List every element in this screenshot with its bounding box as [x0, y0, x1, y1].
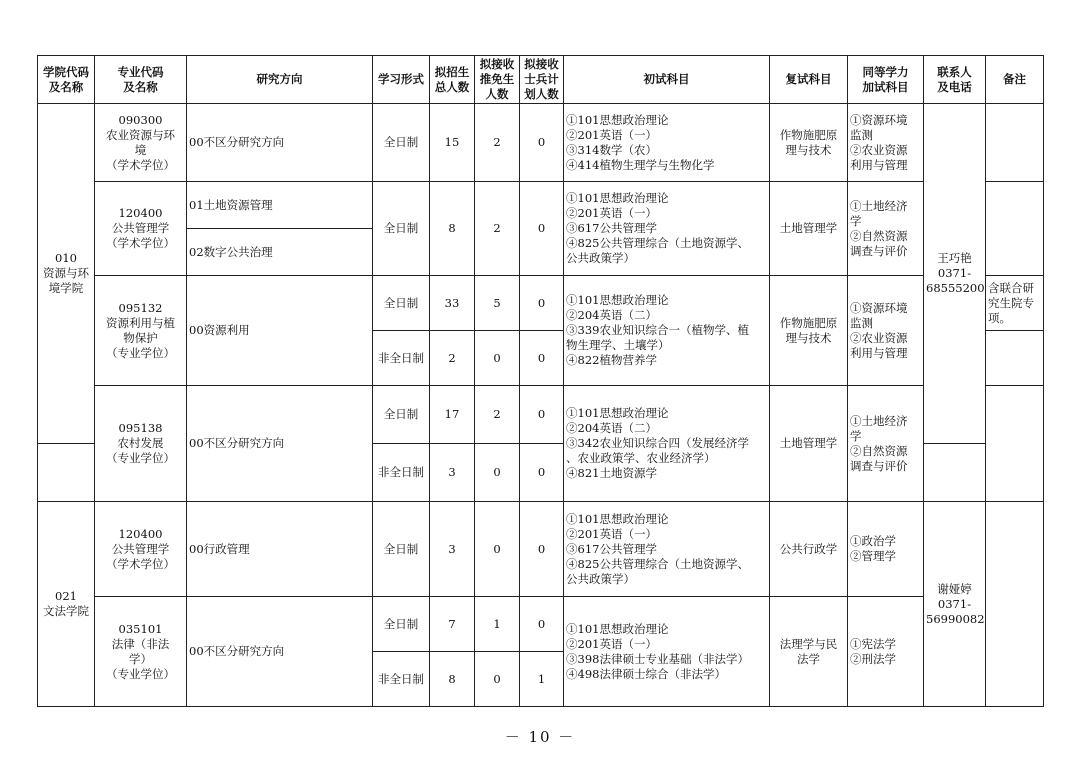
exempt-count: 0 [475, 331, 520, 386]
remark: 含联合研 究生院专 项。 [986, 276, 1044, 331]
total-count: 3 [430, 502, 475, 597]
table-row [38, 597, 1044, 652]
soldier-count: 0 [520, 502, 564, 597]
major-name: 120400 公共管理学 （学术学位） [95, 502, 187, 597]
study-mode: 非全日制 [373, 331, 430, 386]
extra-subjects: ①土地经济 学 ②自然资源 调查与评价 [848, 386, 924, 502]
college-name: 021 文法学院 [38, 502, 95, 707]
header-direction: 研究方向 [187, 56, 373, 104]
major-name: 120400 公共管理学 （学术学位） [95, 182, 187, 276]
soldier-count: 0 [520, 386, 564, 444]
extra-subjects: ①土地经济 学 ②自然资源 调查与评价 [848, 182, 924, 276]
prelim-subjects: ①101思想政治理论 ②201英语（一） ③617公共管理学 ④825公共管理综合（土地资源学、 公共政策学） [564, 502, 770, 597]
study-mode: 全日制 [373, 276, 430, 331]
research-direction: 00不区分研究方向 [187, 104, 373, 182]
table-row [38, 104, 1044, 182]
research-direction: 00不区分研究方向 [187, 597, 373, 707]
table-row [38, 182, 1044, 229]
study-mode: 非全日制 [373, 444, 430, 502]
study-mode: 全日制 [373, 502, 430, 597]
soldier-count: 0 [520, 276, 564, 331]
contact-info: 谢娅婷 0371- 56990082 [924, 502, 986, 707]
prelim-subjects: ①101思想政治理论 ②204英语（二） ③342农业知识综合四（发展经济学 、农业政策学、农业经济学） ④821土地资源学 [564, 386, 770, 502]
total-count: 8 [430, 652, 475, 707]
soldier-count: 0 [520, 331, 564, 386]
total-count: 7 [430, 597, 475, 652]
header-college: 学院代码 及名称 [38, 56, 95, 104]
retest-subject: 作物施肥原 理与技术 [770, 104, 848, 182]
retest-subject: 土地管理学 [770, 182, 848, 276]
remark [986, 386, 1044, 502]
major-name: 095138 农村发展 （专业学位） [95, 386, 187, 502]
soldier-count: 0 [520, 182, 564, 276]
header-remark: 备注 [986, 56, 1044, 104]
research-direction: 02数字公共治理 [187, 229, 373, 276]
major-name: 095132 资源利用与植 物保护 （专业学位） [95, 276, 187, 386]
exempt-count: 0 [475, 502, 520, 597]
study-mode: 全日制 [373, 597, 430, 652]
page-number: － 10 － [504, 728, 576, 746]
total-count: 8 [430, 182, 475, 276]
exempt-count: 2 [475, 104, 520, 182]
table-row [38, 386, 1044, 444]
exempt-count: 0 [475, 444, 520, 502]
prelim-subjects: ①101思想政治理论 ②201英语（一） ③398法律硕士专业基础（非法学） ④498法律硕士综合（非法学） [564, 597, 770, 707]
college-name-cont [38, 444, 95, 502]
research-direction: 01土地资源管理 [187, 182, 373, 229]
remark [986, 104, 1044, 182]
extra-subjects: ①政治学 ②管理学 [848, 502, 924, 597]
total-count: 33 [430, 276, 475, 331]
remark [986, 182, 1044, 276]
header-mode: 学习形式 [373, 56, 430, 104]
total-count: 15 [430, 104, 475, 182]
exempt-count: 2 [475, 386, 520, 444]
header-exempt: 拟接收 推免生 人数 [475, 56, 520, 104]
total-count: 2 [430, 331, 475, 386]
admissions-table [37, 55, 1044, 707]
header-prelim: 初试科目 [564, 56, 770, 104]
retest-subject: 作物施肥原 理与技术 [770, 276, 848, 386]
exempt-count: 2 [475, 182, 520, 276]
header-extra: 同等学力 加试科目 [848, 56, 924, 104]
prelim-subjects: ①101思想政治理论 ②204英语（二） ③339农业知识综合一（植物学、植 物生理学、土壤学） ④822植物营养学 [564, 276, 770, 386]
extra-subjects: ①资源环境 监测 ②农业资源 利用与管理 [848, 276, 924, 386]
total-count: 3 [430, 444, 475, 502]
table-row [38, 276, 1044, 331]
soldier-count: 0 [520, 597, 564, 652]
exempt-count: 5 [475, 276, 520, 331]
major-name: 090300 农业资源与环 境 （学术学位） [95, 104, 187, 182]
total-count: 17 [430, 386, 475, 444]
study-mode: 全日制 [373, 104, 430, 182]
table-row [38, 502, 1044, 597]
header-retest: 复试科目 [770, 56, 848, 104]
extra-subjects: ①资源环境 监测 ②农业资源 利用与管理 [848, 104, 924, 182]
header-row [38, 56, 1044, 104]
research-direction: 00资源利用 [187, 276, 373, 386]
study-mode: 非全日制 [373, 652, 430, 707]
exempt-count: 1 [475, 597, 520, 652]
header-total: 拟招生 总人数 [430, 56, 475, 104]
retest-subject: 公共行政学 [770, 502, 848, 597]
header-contact: 联系人 及电话 [924, 56, 986, 104]
study-mode: 全日制 [373, 182, 430, 276]
soldier-count: 0 [520, 444, 564, 502]
contact-info: 王巧艳 0371- 68555200 [924, 104, 986, 444]
major-name: 035101 法律（非法 学） （专业学位） [95, 597, 187, 707]
research-direction: 00不区分研究方向 [187, 386, 373, 502]
exempt-count: 0 [475, 652, 520, 707]
contact-info-cont [924, 444, 986, 502]
remark [986, 502, 1044, 707]
soldier-count: 0 [520, 104, 564, 182]
prelim-subjects: ①101思想政治理论 ②201英语（一） ③314数学（农） ④414植物生理学与生物化学 [564, 104, 770, 182]
college-name: 010 资源与环 境学院 [38, 104, 95, 444]
soldier-count: 1 [520, 652, 564, 707]
research-direction: 00行政管理 [187, 502, 373, 597]
header-major: 专业代码 及名称 [95, 56, 187, 104]
retest-subject: 法理学与民 法学 [770, 597, 848, 707]
header-soldier: 拟接收 士兵计 划人数 [520, 56, 564, 104]
extra-subjects: ①宪法学 ②刑法学 [848, 597, 924, 707]
retest-subject: 土地管理学 [770, 386, 848, 502]
remark-empty [986, 331, 1044, 386]
study-mode: 全日制 [373, 386, 430, 444]
prelim-subjects: ①101思想政治理论 ②201英语（一） ③617公共管理学 ④825公共管理综合（土地资源学、 公共政策学） [564, 182, 770, 276]
